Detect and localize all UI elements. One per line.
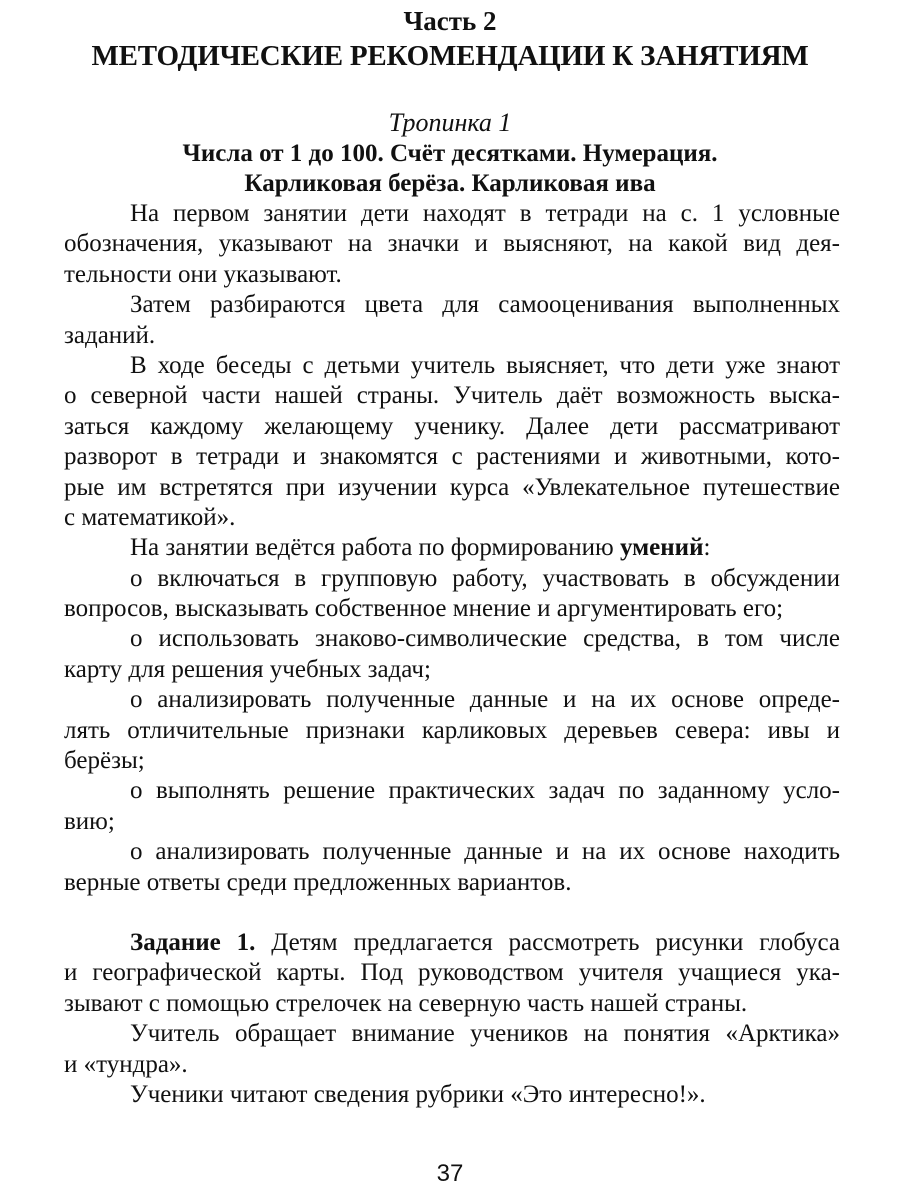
text-line	[64, 989, 840, 1019]
bullet-item	[64, 776, 840, 837]
text-run: с математикой».	[64, 503, 236, 531]
text-line	[64, 807, 840, 837]
text-run: о анализировать полученные данные и на их основе опреде-	[130, 686, 840, 714]
text-run: вопросов, высказывать собственное мнение и аргументировать его;	[64, 595, 784, 623]
text-run: обозначения, указывают на значки и выясняют, на какой вид дея-	[64, 230, 840, 258]
paragraph	[64, 1080, 840, 1110]
text-line	[64, 290, 840, 320]
text-run: и «тундра».	[64, 1050, 188, 1078]
text-line	[64, 958, 840, 988]
text-line	[64, 716, 840, 746]
text-run: лять отличительные признаки карликовых деревьев севера: ивы и	[64, 716, 840, 744]
text-run: На первом занятии дети находят в тетради на с. 1 условные	[130, 200, 840, 227]
text-line	[64, 594, 840, 624]
text-run: Ученики читают сведения рубрики «Это интересно!».	[130, 1080, 706, 1108]
section-title-line1: Числа от 1 до 100. Счёт десятками. Нумерация.	[182, 140, 718, 167]
text-run: о выполнять решение практических задач по заданному усло-	[130, 777, 840, 805]
text-run: Учитель обращает внимание учеников на понятия «Арктика»	[130, 1020, 840, 1048]
text-line	[64, 564, 840, 594]
text-line	[64, 776, 840, 806]
text-line	[64, 746, 840, 776]
text-run: о включаться в групповую работу, участвовать в обсуждении	[130, 564, 840, 592]
body-text	[64, 199, 840, 1110]
text-line	[64, 351, 840, 381]
text-line	[64, 473, 840, 503]
text-run: о северной части нашей страны. Учитель даёт возможность выска-	[64, 382, 840, 410]
text-run: На занятии ведётся работа по формированию	[130, 534, 620, 562]
text-run: верные ответы среди предложенных вариантов.	[64, 868, 572, 896]
paragraph	[64, 533, 840, 563]
text-run: вию;	[64, 807, 115, 835]
text-run: карту для решения учебных задач;	[64, 655, 431, 683]
text-line	[64, 260, 840, 290]
text-run: заданий.	[64, 321, 156, 349]
section-label: Тропинка 1	[388, 108, 512, 137]
text-line	[64, 503, 840, 533]
paragraph	[64, 351, 840, 533]
text-run: зывают с помощью стрелочек на северную часть нашей страны.	[64, 989, 748, 1017]
text-run: В ходе беседы с детьми учитель выясняет, что дети уже знают	[130, 351, 840, 379]
paragraph	[64, 928, 840, 1019]
bold-text: Задание 1.	[130, 928, 256, 956]
paragraph	[64, 290, 840, 351]
text-line	[64, 199, 840, 229]
text-run: берёзы;	[64, 747, 145, 775]
text-run: заться каждому желающему ученику. Далее дети рассматривают	[64, 412, 840, 440]
text-line	[64, 533, 840, 563]
chapter-title: МЕТОДИЧЕСКИЕ РЕКОМЕНДАЦИИ К ЗАНЯТИЯМ	[91, 40, 809, 72]
text-line	[64, 837, 840, 867]
bold-text: умений	[619, 534, 704, 562]
text-run: :	[703, 534, 711, 562]
text-line	[64, 655, 840, 685]
bullet-item	[64, 624, 840, 685]
text-line	[64, 868, 840, 898]
bullet-item	[64, 685, 840, 776]
page-number: 37	[436, 1160, 464, 1187]
text-line	[64, 1080, 840, 1110]
part-heading: Часть 2	[403, 6, 497, 36]
text-line	[64, 381, 840, 411]
text-run: и географической карты. Под руководством учителя учащиеся ука-	[64, 959, 840, 987]
text-run: разворот в тетради и знакомятся с растениями и животными, кото-	[64, 443, 840, 471]
text-line	[64, 685, 840, 715]
section-title-line2: Карликовая берёза. Карликовая ива	[244, 170, 656, 197]
paragraph-spacer	[64, 898, 840, 928]
bullet-item	[64, 564, 840, 625]
text-line	[64, 412, 840, 442]
paragraph	[64, 199, 840, 290]
text-run: тельности они указывают.	[64, 260, 342, 288]
text-line	[64, 1050, 840, 1080]
text-line	[64, 321, 840, 351]
paragraph	[64, 1019, 840, 1080]
text-line	[64, 928, 840, 958]
text-line	[64, 1019, 840, 1049]
text-run: о использовать знаково-символические средства, в том числе	[130, 625, 840, 653]
text-line	[64, 624, 840, 654]
bullet-item	[64, 837, 840, 898]
text-line	[64, 229, 840, 259]
text-line	[64, 442, 840, 472]
text-run: о анализировать полученные данные и на их основе находить	[130, 838, 840, 866]
text-run: рые им встретятся при изучении курса «Увлекательное путешествие	[64, 473, 840, 501]
text-run: Детям предлагается рассмотреть рисунки глобуса	[255, 928, 840, 956]
text-run: Затем разбираются цвета для самооценивания выполненных	[130, 291, 840, 319]
